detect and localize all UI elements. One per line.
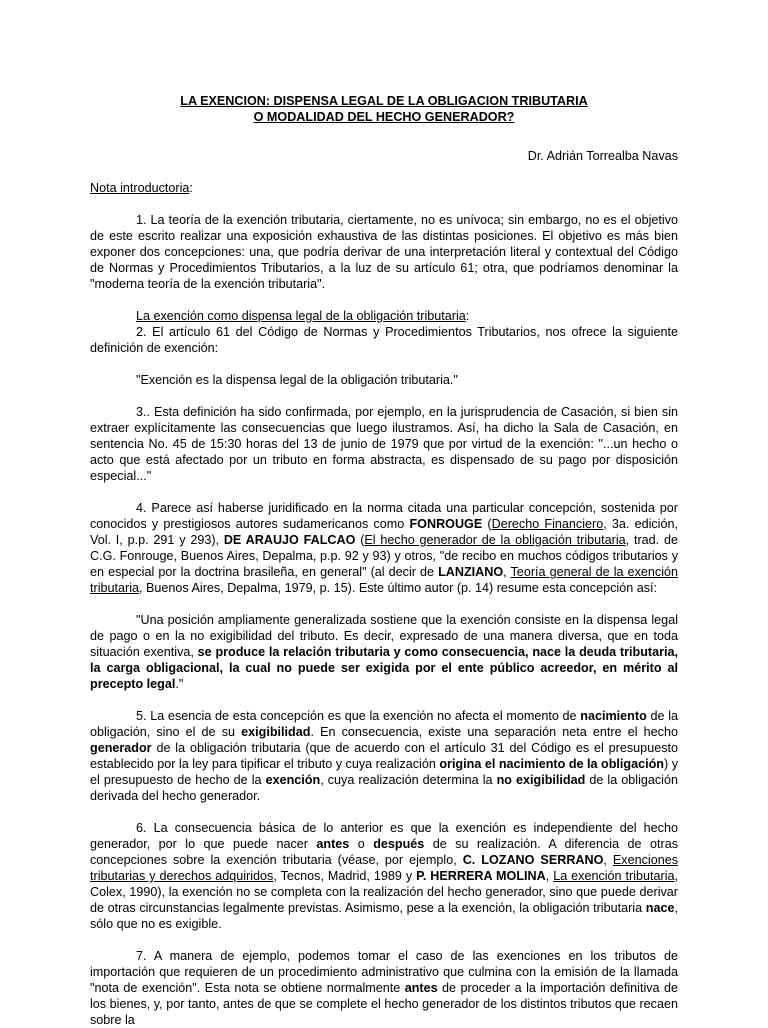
p4-text: ,	[503, 565, 511, 579]
p6-text: , Tecnos, Madrid, 1989 y	[273, 869, 417, 883]
p6-text: de su realización. A diferencia de otras concepciones sobre la exención tributaria (véase, por ejemplo,	[90, 837, 678, 867]
p5-text: ) y el presupuesto de hecho de la	[90, 757, 678, 787]
p5-bold-exencion: exención	[265, 773, 321, 787]
quote-article-61: "Exención es la dispensa legal de la obligación tributaria."	[136, 373, 458, 387]
paragraph-7	[90, 948, 678, 1028]
document-title-line-1: LA EXENCION: DISPENSA LEGAL DE LA OBLIGACION TRIBUTARIA	[180, 94, 588, 108]
p4-author-fonrouge: FONROUGE	[409, 517, 483, 531]
document-title-line-2: O MODALIDAD DEL HECHO GENERADOR?	[253, 110, 515, 124]
quote2-text: ."	[175, 677, 184, 691]
p6-author-herrera-molina: P. HERRERA MOLINA	[416, 869, 546, 883]
paragraph-1: 1. La teoría de la exención tributaria, ciertamente, no es unívoca; sin embargo, no es el objetivo de este escrito realizar una exposición exhaustiva de las distintas posiciones. El objetivo es más bien exponer dos concepciones: una, que podría derivar de una interpretación literal y contextual del Código de Normas y Procedimientos Tributarios, a la luz de su artículo 61; otra, que podríamos denominar la "moderna teoría de la exención tributaria".	[90, 213, 678, 291]
author-name: Dr. Adrián Torrealba Navas	[527, 149, 678, 163]
p7-text: 7. A manera de ejemplo, podemos tomar el caso de las exenciones en los tributos de importación que requieren de un procedimiento administrativo que culmina con la emisión de la llamada "nota de exención". Esta nota se obtiene normalmente	[90, 949, 678, 995]
intro-heading-colon: :	[189, 181, 193, 195]
p4-work-teoria-general: Teoría general de la exención tributaria	[90, 565, 678, 595]
p5-bold-origina: origina el nacimiento de la obligación	[439, 757, 664, 771]
p5-text: de la obligación tributaria (que de acuerdo con el artículo 31 del Código es el presupuesto establecido por la ley para tipificar el tributo y cuya realización	[90, 741, 678, 771]
p4-author-lanziano: LANZIANO	[438, 565, 504, 579]
p4-text: , Buenos Aires, Depalma, 1979, p. 15). Este último autor (p. 14) resume esta concepción así:	[139, 581, 658, 595]
quote2-emphasis: se produce la relación tributaria y como consecuencia, nace la deuda tributaria, la carga obligacional, la cual no puede ser exigida por el ente público acreedor, en mérito al precepto legal	[90, 645, 679, 691]
paragraph-4	[90, 500, 678, 596]
p6-work-la-exencion: La exención tributaria	[553, 869, 675, 883]
p4-text: (	[482, 517, 492, 531]
p6-text: , sólo que no es exigible.	[90, 901, 678, 931]
p6-author-lozano-serrano: C. LOZANO SERRANO	[462, 853, 604, 867]
p7-bold-antes: antes	[404, 981, 438, 995]
p5-bold-nacimiento: nacimiento	[580, 709, 647, 723]
dispensa-heading	[90, 308, 678, 324]
intro-heading-text: Nota introductoria	[90, 181, 190, 195]
paragraph-3: 3.. Esta definición ha sido confirmada, por ejemplo, en la jurisprudencia de Casación, si bien sin extraer explícitamente las consecuencias que luego ilustramos. Así, ha dicho la Sala de Casación, en sentencia No. 45 de 15:30 horas del 13 de junio de 1979 que por virtud de la exención: "...un hecho o acto que está afectado por un tributo en forma abstracta, es dispensado de su pago por disposición especial..."	[90, 405, 678, 483]
p6-text: , Colex, 1990), la exención no se completa con la realización del hecho generador, sino que puede derivar de otras circunstancias legalmente previstas. Asimismo, pese a la exención, la obligación tributaria	[90, 869, 678, 915]
p4-work-derecho-financiero: Derecho Financiero	[491, 517, 604, 531]
p7-text: de proceder a la importación definitiva de los bienes, y, por tanto, antes de que se complete el hecho generador de los distintos tributos que recaen sobre la	[90, 981, 678, 1027]
quote2-text: "Una posición ampliamente generalizada sostiene que la exención consiste en la dispensa legal de pago o en la no exigibilidad del tributo. Es decir, expresado de una manera diversa, que en toda situación exentiva,	[90, 613, 678, 659]
dispensa-heading-text: La exención como dispensa legal de la obligación tributaria	[136, 309, 466, 323]
p6-bold-nace: nace	[645, 901, 675, 915]
p5-text: 5. La esencia de esta concepción es que la exención no afecta el momento de	[136, 709, 581, 723]
p6-text: ,	[603, 853, 613, 867]
p5-bold-no-exigibilidad: no exigibilidad	[496, 773, 586, 787]
p6-bold-despues: después	[373, 837, 425, 851]
p6-text: 6. La consecuencia básica de lo anterior es que la exención es independiente del hecho generador, por lo que puede nacer	[90, 821, 678, 851]
paragraph-5	[90, 708, 678, 804]
p4-text: , trad. de C.G. Fonrouge, Buenos Aires, Depalma, p.p. 92 y 93) y otros, "de recibo en muchos códigos tributarios y en especial por la doctrina brasileña, en general" (al decir de	[90, 533, 678, 579]
dispensa-heading-colon: :	[465, 309, 470, 323]
p5-bold-exigibilidad: exigibilidad	[241, 725, 311, 739]
intro-heading	[90, 180, 678, 196]
quote-lanziano	[90, 612, 678, 692]
p5-text: de la obligación, sino el de su	[90, 709, 679, 739]
p4-text: , 3a. edición, Vol. I, p.p. 291 y 293),	[90, 517, 678, 547]
p4-author-araujo-falcao: DE ARAUJO FALCAO	[223, 533, 356, 547]
paragraph-6	[90, 820, 678, 932]
p6-text: o	[349, 837, 374, 851]
p5-text: , cuya realización determina la	[320, 773, 497, 787]
p6-text: ,	[545, 869, 554, 883]
p4-text: (	[355, 533, 365, 547]
p5-text: . En consecuencia, existe una separación neta entre el hecho	[310, 725, 678, 739]
p5-bold-generador: generador	[90, 741, 152, 755]
p6-bold-antes: antes	[316, 837, 350, 851]
p4-work-hecho-generador: El hecho generador de la obligación tributaria	[364, 533, 626, 547]
p6-work-exenciones-tributarias: Exenciones tributarias y derechos adquiridos	[90, 853, 678, 883]
p4-text: 4. Parece así haberse juridificado en la norma citada una particular concepción, sostenida por conocidos y prestigiosos autores sudamericanos como	[90, 501, 678, 531]
p5-text: de la obligación derivada del hecho generador.	[90, 773, 678, 803]
paragraph-2: 2. El artículo 61 del Código de Normas y Procedimientos Tributarios, nos ofrece la siguiente definición de exención:	[90, 325, 678, 355]
